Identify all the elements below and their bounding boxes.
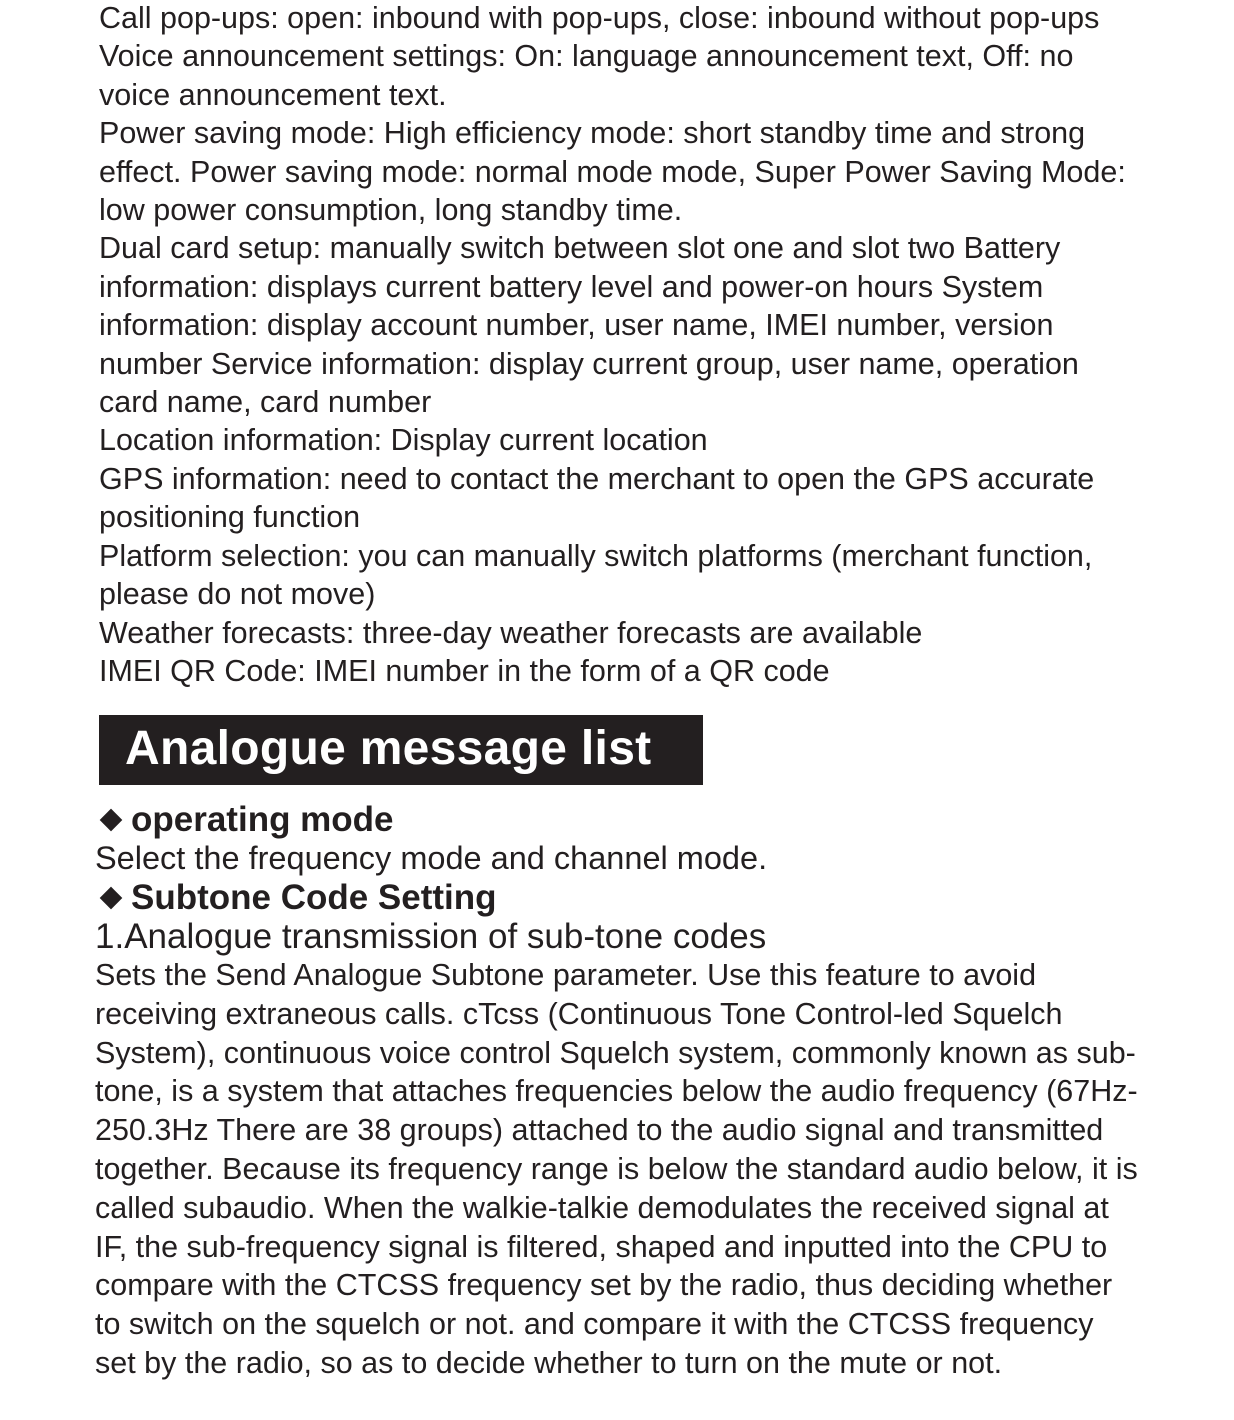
section-title-banner: Analogue message list [99,715,703,785]
weather-forecast-paragraph: Weather forecasts: three-day weather forecasts are available [99,615,923,650]
diamond-icon [100,808,123,831]
dual-card-paragraph: Dual card setup: manually switch between slot one and slot two Battery information: displays current battery level and power-on hours System information: display account number, user name, IMEI number, version number Service information: display current group, user name, operation card name, card number [99,231,1079,420]
subtone-heading-text: Subtone Code Setting [131,878,497,917]
subtone-body-paragraph: Sets the Send Analogue Subtone parameter. Use this feature to avoid receiving extraneous calls. cTcss (Continuous Tone Control-led Squelch System), continuous voice control Squelch system, commonly known as sub-tone, is a system that attaches frequencies below the audio frequency (67Hz-250.3Hz There are 38 groups) attached to the audio signal and transmitted together. Because its frequency range is below the standard audio below, it is called subaudio. When the walkie-talkie demodulates the received signal at IF, the sub-frequency signal is filtered, shaped and inputted into the CPU to compare with the CTCSS frequency set by the radio, thus deciding whether to switch on the squelch or not. and compare it with the CTCSS frequency set by the radio, so as to decide whether to turn on the mute or not. [95,958,1138,1380]
call-popups-paragraph: Call pop-ups: open: inbound with pop-ups, close: inbound without pop-ups Voice announcement settings: On: language announcement text, Off: no voice announcement text. [99,1,1100,112]
analogue-section-content [95,800,1140,1383]
operating-mode-heading-text: operating mode [131,800,394,839]
operating-mode-heading [95,800,1140,839]
subtone-heading [95,878,1140,917]
imei-qr-paragraph: IMEI QR Code: IMEI number in the form of a QR code [99,653,830,688]
subtone-subheading: 1.Analogue transmission of sub-tone codes [95,917,767,956]
diamond-icon [100,886,123,909]
gps-info-paragraph: GPS information: need to contact the merchant to open the GPS accurate positioning function [99,461,1095,535]
operating-mode-text: Select the frequency mode and channel mode. [95,840,768,876]
platform-selection-paragraph: Platform selection: you can manually switch platforms (merchant function, please do not move) [99,538,1093,612]
location-info-paragraph: Location information: Display current location [99,423,708,458]
power-saving-paragraph: Power saving mode: High efficiency mode: short standby time and strong effect. Power saving mode: normal mode mode, Super Power Saving Mode: low power consumption, long standby time. [99,116,1126,228]
intro-text-block [99,0,1139,690]
